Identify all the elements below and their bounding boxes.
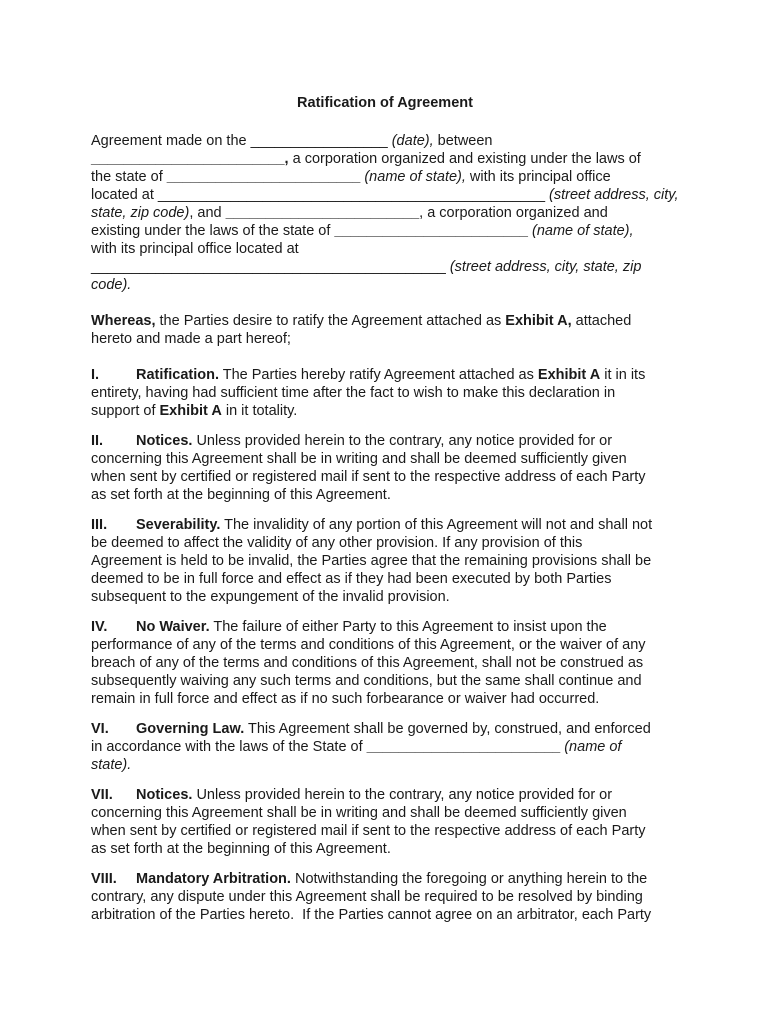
preamble-line-4 [91, 186, 679, 204]
section-arbitration-line-2: contrary, any dispute under this Agreement shall be required to be resolved by binding [91, 889, 643, 905]
section-number: VII. [91, 787, 113, 803]
section-number: VI. [91, 721, 109, 737]
section-text: The failure of either Party to this Agreement to insist upon the [209, 619, 607, 635]
preamble-text: existing under the laws of the state of [91, 223, 335, 239]
preamble-line-1 [91, 132, 493, 150]
section-notices-2-line-3: when sent by certified or registered mail if sent to the respective address of each Party [91, 823, 646, 839]
preamble-line-9: code). [91, 277, 132, 293]
whereas-text: the Parties desire to ratify the Agreement attached as [155, 313, 506, 329]
section-notices-2-line-1 [91, 786, 612, 804]
whereas-line-2: hereto and made a part hereof; [91, 331, 291, 347]
exhibit-ref: Exhibit A [159, 403, 222, 419]
preamble-line-6 [91, 222, 634, 240]
preamble-line-7: with its principal office located at [91, 241, 299, 257]
section-notices-2-line-2: concerning this Agreement shall be in writing and shall be deemed sufficiently given [91, 805, 627, 821]
address-hint: (street address, city, state, zip [445, 259, 642, 275]
preamble-text: between [433, 133, 493, 149]
section-governing-law-line-3: state). [91, 757, 132, 773]
section-notices-line-3: when sent by certified or registered mail if sent to the respective address of each Party [91, 469, 646, 485]
section-text: The invalidity of any portion of this Agreement will not and shall not [220, 517, 653, 533]
section-governing-law-line-1 [91, 720, 651, 738]
section-notices-line-4: as set forth at the beginning of this Agreement. [91, 487, 391, 503]
preamble-text: Agreement made on the [91, 133, 251, 149]
section-notices-line-2: concerning this Agreement shall be in writing and shall be deemed sufficiently given [91, 451, 627, 467]
section-heading: Governing Law. [136, 721, 245, 737]
section-ratification-line-1 [91, 366, 645, 384]
date-blank: _________________ [250, 133, 388, 149]
section-heading: Notices. [136, 787, 193, 803]
section-severability-line-5: subsequent to the expungement of the invalid provision. [91, 589, 450, 605]
address-hint: state, zip code) [91, 205, 190, 221]
preamble-text: located at [91, 187, 158, 203]
section-severability-line-2: be deemed to affect the validity of any other provision. If any provision of this [91, 535, 583, 551]
preamble-line-3 [91, 168, 611, 186]
section-text: in it totality. [221, 403, 298, 419]
preamble-text: , and [189, 205, 226, 221]
section-no-waiver-line-5: remain in full force and effect as if no such forbearance or waiver had occurred. [91, 691, 600, 707]
section-severability-line-1 [91, 516, 652, 534]
preamble-line-5 [91, 204, 608, 222]
section-number: III. [91, 517, 108, 533]
document-title: Ratification of Agreement [297, 95, 473, 111]
section-no-waiver-line-4: subsequently waiving any such terms and conditions, but the same shall continue and [91, 673, 642, 689]
section-heading: Notices. [136, 433, 193, 449]
section-number: I. [91, 367, 100, 383]
section-text: Unless provided herein to the contrary, any notice provided for or [192, 787, 613, 803]
preamble-text: the state of [91, 169, 167, 185]
whereas-line-1 [91, 312, 631, 330]
section-arbitration-line-1 [91, 870, 647, 888]
section-text: in accordance with the laws of the State of [91, 739, 367, 755]
preamble-line-2 [91, 150, 641, 168]
section-severability-line-3: Agreement is held to be invalid, the Parties agree that the remaining provisions shall be [91, 553, 652, 569]
party-one-address-blank: ________________________________________________ [157, 187, 546, 203]
party-two-address-blank: ____________________________________________ [91, 259, 446, 275]
state-hint: (name of state), [360, 169, 466, 185]
section-text: Unless provided herein to the contrary, any notice provided for or [192, 433, 613, 449]
section-ratification-line-2: entirety, having had sufficient time after the fact to wish to make this declaration in [91, 385, 616, 401]
address-hint: (street address, city, [545, 187, 679, 203]
section-text: support of [91, 403, 160, 419]
preamble-text: with its principal office [465, 169, 611, 185]
section-heading: No Waiver. [136, 619, 210, 635]
section-no-waiver-line-2: performance of any of the terms and conditions of this Agreement, or the waiver of any [91, 637, 646, 653]
exhibit-ref: Exhibit A, [505, 313, 572, 329]
section-number: IV. [91, 619, 108, 635]
section-severability-line-4: deemed to be in full force and effect as if they had been executed by both Parties [91, 571, 612, 587]
section-text: it in its [600, 367, 646, 383]
governing-state-blank: ________________________ [366, 739, 561, 755]
section-notices-line-1 [91, 432, 612, 450]
section-number: VIII. [91, 871, 117, 887]
whereas-lead: Whereas, [91, 313, 156, 329]
section-text: This Agreement shall be governed by, construed, and enforced [244, 721, 651, 737]
section-ratification-line-3 [91, 402, 297, 420]
section-heading: Severability. [136, 517, 221, 533]
party-one-state-blank: ________________________ [166, 169, 361, 185]
section-notices-2-line-4: as set forth at the beginning of this Agreement. [91, 841, 391, 857]
state-hint: (name of state), [527, 223, 634, 239]
party-two-name-blank: ________________________ [225, 205, 420, 221]
exhibit-ref: Exhibit A [537, 367, 601, 383]
preamble-text: a corporation organized and existing under the laws of [288, 151, 641, 167]
section-number: II. [91, 433, 104, 449]
preamble-text: , a corporation organized and [419, 205, 608, 221]
preamble-line-8 [91, 258, 641, 276]
section-no-waiver-line-1 [91, 618, 607, 636]
section-arbitration-line-3: arbitration of the Parties hereto. If the Parties cannot agree on an arbitrator, each Party [91, 907, 652, 923]
section-heading: Ratification. [136, 367, 219, 383]
section-text: The Parties hereby ratify Agreement attached as [218, 367, 538, 383]
state-hint: (name of [560, 739, 622, 755]
section-text: Notwithstanding the foregoing or anything herein to the [290, 871, 648, 887]
party-one-name-blank: ________________________, [91, 151, 289, 167]
section-governing-law-line-2 [91, 738, 621, 756]
whereas-text: attached [571, 313, 632, 329]
section-heading: Mandatory Arbitration. [136, 871, 291, 887]
date-hint: (date), [387, 133, 434, 149]
section-no-waiver-line-3: breach of any of the terms and conditions of this Agreement, shall not be construed as [91, 655, 644, 671]
party-two-state-blank: ________________________ [334, 223, 528, 239]
